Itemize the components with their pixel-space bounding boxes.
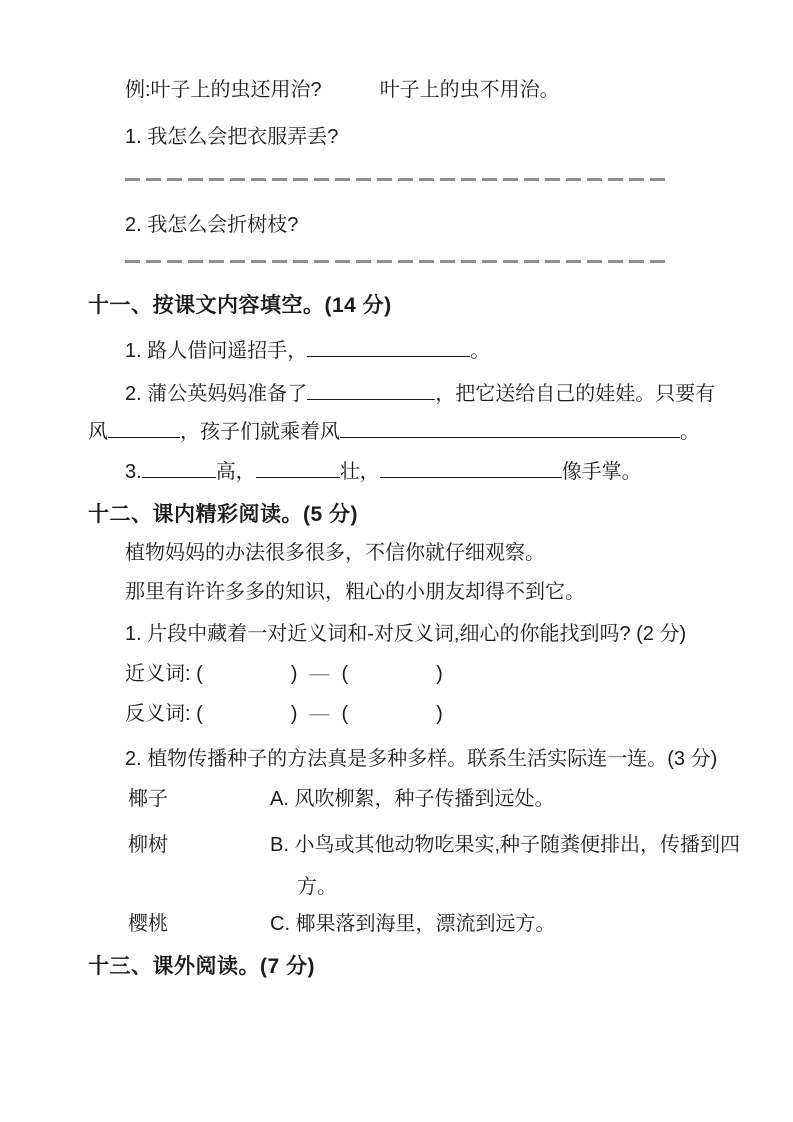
rewrite-question-1 xyxy=(125,124,338,151)
paren-close: ) xyxy=(436,703,443,725)
match-right-option-b xyxy=(270,824,777,908)
answer-line-1 xyxy=(125,178,665,181)
fill-blank xyxy=(340,417,680,438)
section-13-heading xyxy=(88,953,315,980)
fill-blank xyxy=(142,457,216,478)
answer-line-2 xyxy=(125,260,665,263)
section-11-item-2-line-2 xyxy=(88,417,700,446)
section-12-question-2 xyxy=(125,746,717,773)
example-question: 例:叶子上的虫还用治? xyxy=(125,79,322,101)
fill-blank xyxy=(307,379,435,400)
fill-blank xyxy=(108,417,180,438)
fill-blank xyxy=(307,336,470,357)
section-12-question-1 xyxy=(125,621,686,648)
section-13-heading-text: 十三、课外阅读。(7 分) xyxy=(88,955,315,978)
section-11-item-3 xyxy=(125,457,642,486)
item-2-text-wind: 风 xyxy=(88,421,108,443)
reading-paragraph-1-text: 植物妈妈的办法很多很多，不信你就仔细观察。 xyxy=(125,542,545,564)
item-2-period: 。 xyxy=(680,421,700,443)
match-left-cherry xyxy=(128,911,168,938)
rewrite-question-2-text: 2. 我怎么会折树枝? xyxy=(125,214,299,236)
match-right-text: B. 小鸟或其他动物吃果实,种子随粪便排出，传播到四方。 xyxy=(270,834,741,898)
match-left-label: 椰子 xyxy=(128,788,168,810)
section-11-item-1 xyxy=(125,336,490,365)
item-2-text-mid: ，把它送给自己的娃娃。只要有 xyxy=(435,383,716,405)
paren-open: ( xyxy=(341,703,349,725)
reading-paragraph-2-text: 那里有许许多多的知识，粗心的小朋友却得不到它。 xyxy=(125,581,585,603)
item-2-text-ride: ，孩子们就乘着风 xyxy=(180,421,340,443)
match-left-label: 樱桃 xyxy=(128,913,168,935)
match-left-label: 柳树 xyxy=(128,834,168,856)
paren-open: ( xyxy=(196,663,203,685)
synonym-answer-row xyxy=(125,661,443,688)
item-3-text-1: 高， xyxy=(215,461,256,483)
fill-blank xyxy=(256,457,340,478)
match-right-text: A. 风吹柳絮，种子传播到远处。 xyxy=(270,788,555,810)
section-12-question-2-text: 2. 植物传播种子的方法真是多种多样。联系生活实际连一连。(3 分) xyxy=(125,748,718,770)
reading-paragraph-1 xyxy=(125,540,545,567)
match-right-option-c xyxy=(270,911,556,938)
paren-close: ) xyxy=(436,663,443,685)
reading-paragraph-2 xyxy=(125,579,585,606)
antonym-label: 反义词: xyxy=(125,703,191,725)
section-11-item-2-line-1 xyxy=(125,379,715,408)
item-1-text: 1. 路人借问遥招手， xyxy=(125,340,308,362)
item-2-text-pre: 2. 蒲公英妈妈准备了 xyxy=(125,383,308,405)
section-11-heading-text: 十一、按课文内容填空。(14 分) xyxy=(88,294,392,317)
item-1-period: 。 xyxy=(470,340,491,362)
section-11-heading xyxy=(88,292,392,319)
section-12-heading xyxy=(88,501,358,528)
item-3-text-3: 像手掌。 xyxy=(561,461,642,483)
fill-blank xyxy=(380,457,562,478)
match-right-text: C. 椰果落到海里，漂流到远方。 xyxy=(270,913,556,935)
rewrite-question-1-text: 1. 我怎么会把衣服弄丢? xyxy=(125,126,339,148)
item-3-text-2: 壮， xyxy=(339,461,380,483)
match-right-option-a xyxy=(270,786,554,813)
paren-open: ( xyxy=(341,663,349,685)
antonym-answer-row xyxy=(125,701,443,728)
match-left-willow xyxy=(128,832,168,859)
item-3-number: 3. xyxy=(125,461,142,483)
match-left-coconut xyxy=(128,786,168,813)
paren-open: ( xyxy=(196,703,203,725)
section-12-heading-text: 十二、课内精彩阅读。(5 分) xyxy=(88,503,358,526)
example-answer: 叶子上的虫不用治。 xyxy=(379,79,560,101)
pair-dash: — xyxy=(309,663,330,685)
paren-close: ) xyxy=(290,703,298,725)
paren-close: ) xyxy=(290,663,298,685)
synonym-label: 近义词: xyxy=(125,663,191,685)
example-line xyxy=(125,77,560,104)
section-12-question-1-text: 1. 片段中藏着一对近义词和-对反义词,细心的你能找到吗? (2 分) xyxy=(125,623,687,645)
rewrite-question-2 xyxy=(125,212,298,239)
pair-dash: — xyxy=(309,703,330,725)
